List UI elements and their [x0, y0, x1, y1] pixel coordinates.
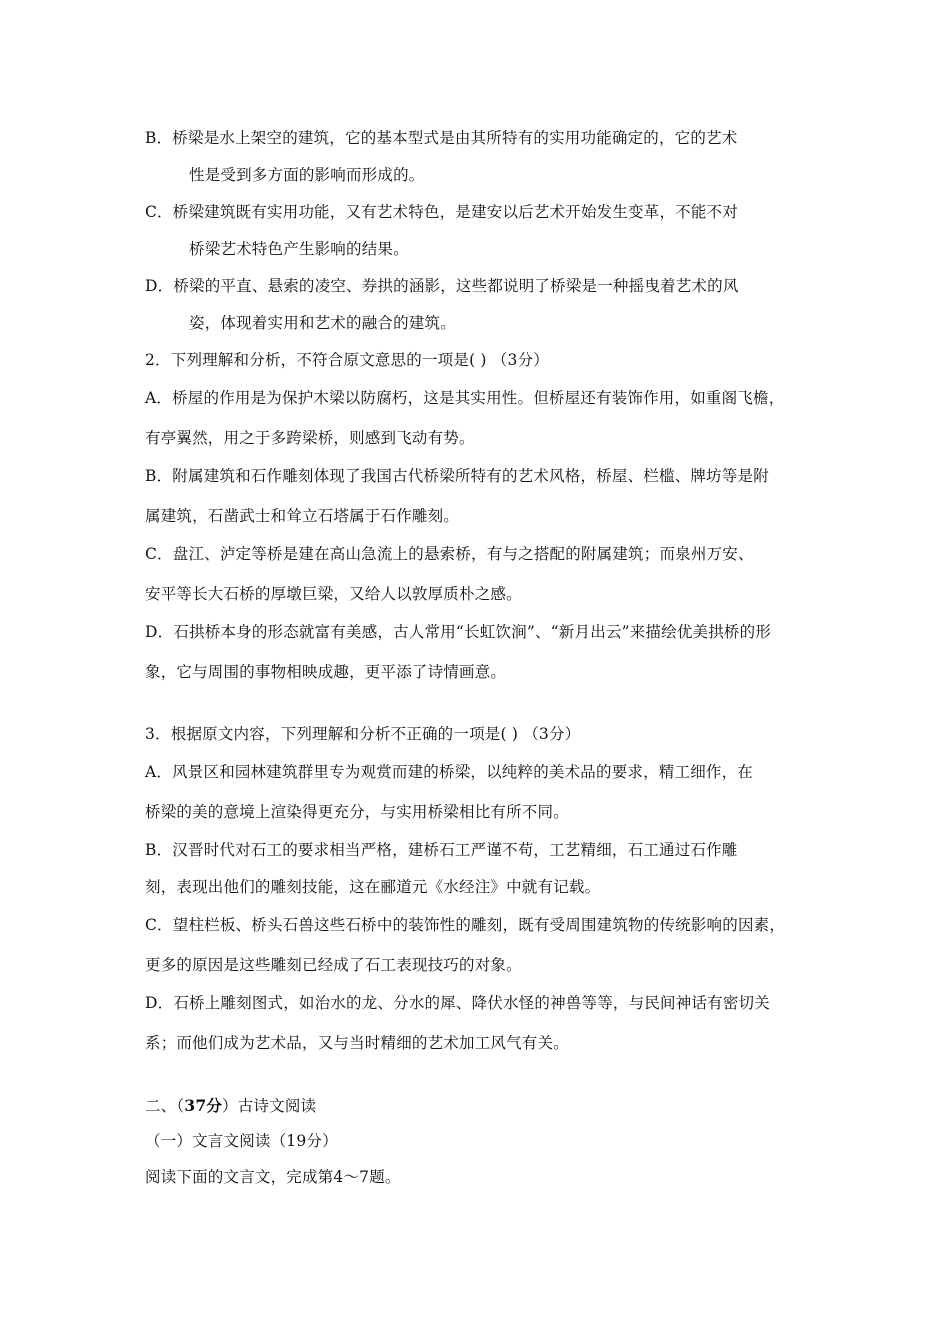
section-heading-suffix: ）古诗文阅读	[222, 1097, 317, 1115]
sub-section-heading: （一）文言文阅读（19分）	[145, 1132, 338, 1150]
q3-option-c-line1: C．望柱栏板、桥头石兽这些石桥中的装饰性的雕刻，既有受周围建筑物的传统影响的因素，	[145, 916, 786, 934]
q2-stem: 2．下列理解和分析，不符合原文意思的一项是( ) （3分）	[145, 351, 549, 369]
q1-option-d-line2: 姿，体现着实用和艺术的融合的建筑。	[189, 314, 456, 332]
q1-option-c-line2: 桥梁艺术特色产生影响的结果。	[189, 240, 409, 258]
q3-option-a-line2: 桥梁的美的意境上渲染得更充分，与实用桥梁相比有所不同。	[145, 803, 569, 821]
q3-option-a-line1: A．风景区和园林建筑群里专为观赏而建的桥梁，以纯粹的美术品的要求，精工细作，在	[145, 763, 753, 781]
q2-option-c-line2: 安平等长大石桥的厚墩巨梁，又给人以敦厚质朴之感。	[145, 585, 522, 603]
q2-option-d-line2: 象，它与周围的事物相映成趣，更平添了诗情画意。	[145, 663, 507, 681]
q1-option-b-line2: 性是受到多方面的影响而形成的。	[189, 166, 425, 184]
q2-option-b-line1: B．附属建筑和石作雕刻体现了我国古代桥梁所特有的艺术风格，桥屋、栏槛、牌坊等是附	[145, 467, 769, 485]
q2-option-a-line1: A．桥屋的作用是为保护木梁以防腐朽，这是其实用性。但桥屋还有装饰作用，如重阁飞檐，	[145, 389, 785, 407]
q3-option-d-line2: 系；而他们成为艺术品，又与当时精细的艺术加工风气有关。	[145, 1034, 569, 1052]
section-heading-points: 37分	[184, 1096, 223, 1115]
section-heading	[145, 1096, 316, 1116]
q1-option-b-line1: B．桥梁是水上架空的建筑，它的基本型式是由其所特有的实用功能确定的，它的艺术	[145, 129, 738, 147]
q3-option-d-line1: D．石桥上雕刻图式，如治水的龙、分水的犀、降伏水怪的神兽等等，与民间神话有密切关	[145, 994, 770, 1012]
q2-option-c-line1: C．盘江、泸定等桥是建在高山急流上的悬索桥，有与之搭配的附属建筑；而泉州万安、	[145, 545, 754, 563]
q3-stem: 3．根据原文内容，下列理解和分析不正确的一项是( ) （3分）	[145, 725, 581, 743]
q1-option-d-line1: D．桥梁的平直、悬索的凌空、券拱的涵影，这些都说明了桥梁是一种摇曳着艺术的风	[145, 277, 739, 295]
q2-option-d-line1: D．石拱桥本身的形态就富有美感，古人常用“长虹饮涧”、“新月出云”来描绘优美拱桥的形	[145, 623, 772, 641]
q1-option-c-line1: C．桥梁建筑既有实用功能，又有艺术特色，是建安以后艺术开始发生变革，不能不对	[145, 203, 738, 221]
q2-option-b-line2: 属建筑，石凿武士和耸立石塔属于石作雕刻。	[145, 507, 460, 525]
section-heading-prefix: 二、（	[145, 1097, 185, 1115]
q3-option-b-line1: B．汉晋时代对石工的要求相当严格，建桥石工严谨不苟，工艺精细，石工通过石作雕	[145, 841, 738, 859]
q3-option-c-line2: 更多的原因是这些雕刻已经成了石工表现技巧的对象。	[145, 956, 522, 974]
q2-option-a-line2: 有亭翼然，用之于多跨梁桥，则感到飞动有势。	[145, 429, 475, 447]
reading-instruction: 阅读下面的文言文，完成第4～7题。	[145, 1168, 401, 1186]
q3-option-b-line2: 刻，表现出他们的雕刻技能，这在郦道元《水经注》中就有记载。	[145, 878, 601, 896]
